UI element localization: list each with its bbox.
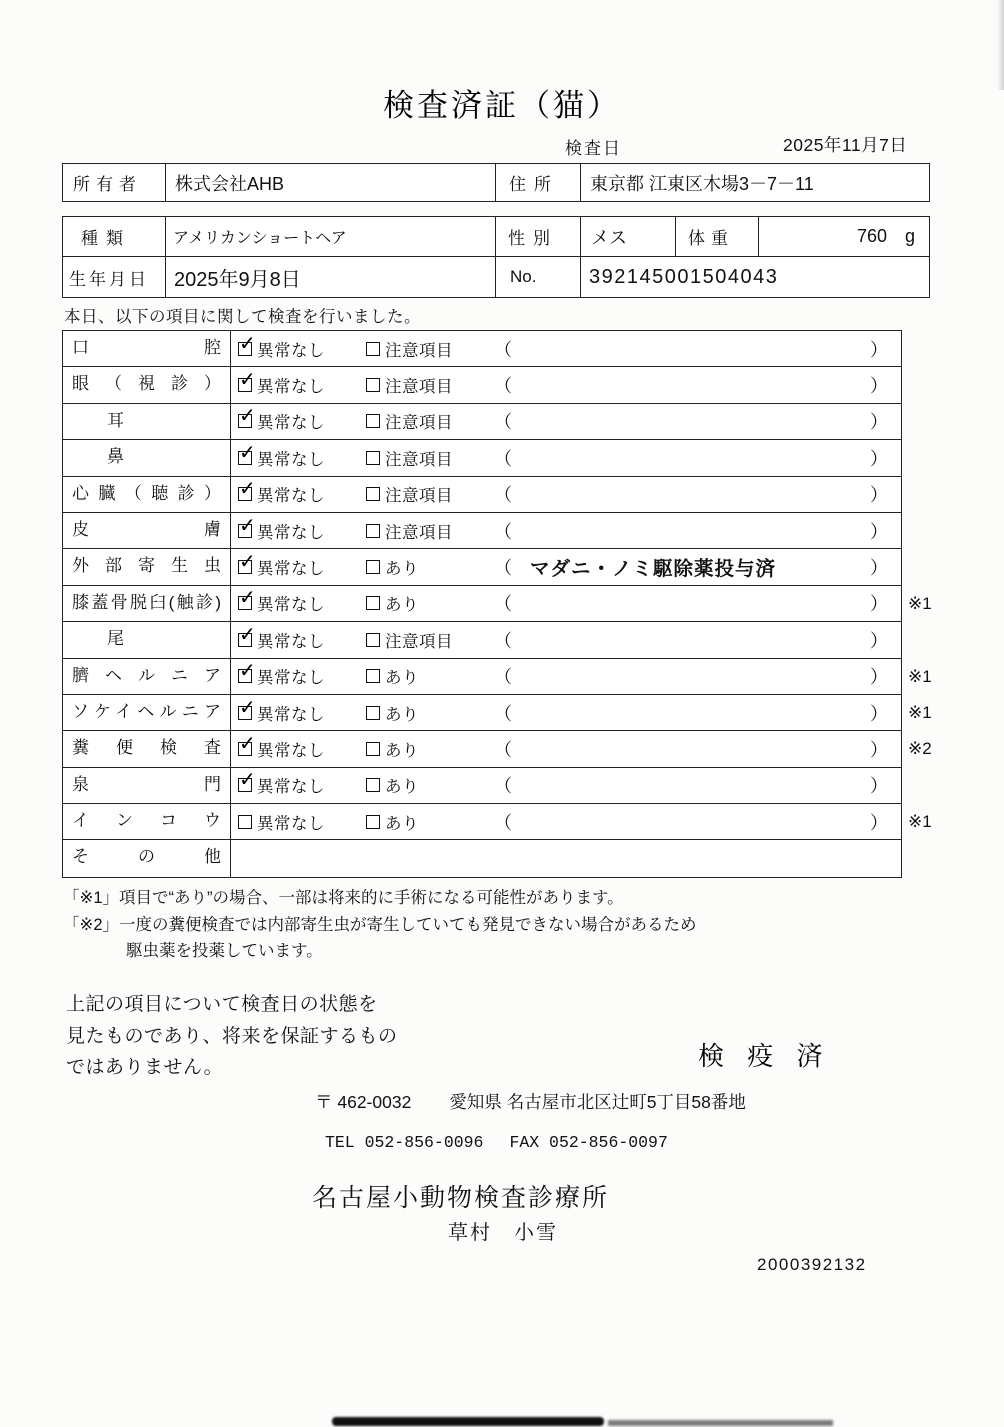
option-normal-label: 異常なし (257, 341, 325, 360)
close-paren: ） (870, 339, 888, 360)
close-paren: ） (870, 739, 888, 760)
disclaimer-line-1: 上記の項目について検査日の状態を (66, 994, 378, 1015)
close-paren: ） (870, 812, 888, 833)
option-normal (231, 769, 361, 797)
open-paren: （ (494, 485, 512, 506)
option-attention-label: あり (385, 596, 419, 615)
row-content (231, 331, 901, 366)
option-attention-label: 注意項目 (385, 632, 453, 651)
breed-value: アメリカンショートヘア (166, 217, 496, 256)
option-attention-label: あり (385, 669, 419, 688)
inspection-row (63, 659, 932, 695)
check-mark-icon: ✓ (239, 696, 256, 719)
row-label: その他 (63, 840, 231, 876)
clinic-fax: FAX 052-856-0097 (509, 1133, 668, 1152)
checkbox-icon (238, 732, 256, 756)
inspection-row (63, 768, 901, 804)
open-paren: （ (494, 667, 512, 688)
inspection-row (63, 331, 901, 367)
option-normal-label: 異常なし (257, 414, 325, 433)
veterinarian-name: 草村 小雪 (448, 1222, 558, 1244)
option-attention (361, 591, 489, 615)
page-title: 検査済証（猫） (383, 88, 621, 123)
option-attention-label: 注意項目 (385, 450, 453, 469)
clinic-name: 名古屋小動物検査診療所 (312, 1184, 610, 1212)
row-content (231, 695, 901, 730)
option-normal-label: 異常なし (257, 669, 325, 688)
option-attention (361, 737, 489, 761)
row-label: 尾 (63, 622, 231, 657)
findings-field (489, 481, 901, 507)
footnote-mark: ※1 (908, 702, 932, 722)
option-normal-label: 異常なし (257, 596, 325, 615)
inspection-row (63, 404, 901, 440)
row-content (231, 477, 901, 512)
checkbox-icon (366, 487, 380, 501)
option-attention-label: あり (385, 560, 419, 579)
check-mark-icon: ✓ (239, 441, 256, 464)
close-paren: ） (870, 667, 888, 688)
option-normal (231, 660, 361, 688)
row-content (231, 840, 901, 876)
findings-field (489, 408, 901, 434)
inspection-row (63, 731, 932, 767)
findings-field (489, 336, 901, 362)
open-paren: （ (494, 339, 512, 360)
option-attention-label: 注意項目 (385, 341, 453, 360)
option-normal (231, 810, 361, 834)
scan-artifact (608, 1420, 833, 1426)
inspection-row (63, 695, 932, 731)
footnote-1: 「※1」項目で“あり”の場合、一部は将来的に手術になる可能性があります。 (63, 889, 624, 907)
check-mark-icon: ✓ (239, 587, 256, 610)
row-content (231, 622, 901, 657)
checkbox-icon (238, 441, 256, 465)
checkbox-icon (366, 560, 380, 574)
checkbox-icon (238, 332, 256, 356)
findings-field (489, 700, 901, 726)
intro-text: 本日、以下の項目に関して検査を行いました。 (64, 308, 421, 326)
row-label: 膝蓋骨脱臼(触診) (63, 586, 231, 621)
footnote-mark: ※1 (908, 812, 932, 832)
findings-field (489, 736, 901, 762)
open-paren: （ (494, 703, 512, 724)
address-label: 住所 (496, 164, 581, 201)
open-paren: （ (494, 739, 512, 760)
open-paren: （ (494, 521, 512, 542)
option-normal (231, 441, 361, 470)
option-attention (361, 810, 489, 834)
findings-field (489, 663, 901, 689)
row-label: 糞便検査 (63, 731, 231, 766)
owner-label: 所有者 (63, 164, 166, 201)
inspection-row (63, 513, 901, 549)
checkbox-icon (238, 623, 256, 647)
open-paren: （ (494, 376, 512, 397)
row-content (231, 549, 901, 584)
option-attention-label: あり (385, 705, 419, 724)
inspection-row (63, 840, 901, 876)
checkbox-icon (366, 524, 380, 538)
option-normal-label: 異常なし (257, 560, 325, 579)
row-label: ソケイヘルニア (63, 695, 231, 730)
checkbox-icon (366, 815, 380, 829)
footnote-mark: ※1 (908, 593, 932, 613)
quarantine-stamp: 検 疫 済 (698, 1041, 831, 1071)
animal-row-1 (63, 217, 929, 257)
row-content (231, 404, 901, 439)
option-attention (361, 446, 489, 470)
animal-table (62, 216, 930, 298)
checkbox-icon (238, 405, 256, 428)
findings-field (489, 627, 901, 653)
inspection-row (63, 549, 901, 585)
check-mark-icon: ✓ (239, 769, 256, 792)
birthdate-value: 2025年9月8日 (166, 257, 496, 297)
check-mark-icon: ✓ (239, 405, 256, 428)
findings-field (489, 553, 901, 581)
disclaimer-line-2: 見たものであり、将来を保証するもの (66, 1025, 398, 1047)
option-attention-label: 注意項目 (385, 523, 453, 542)
option-normal (231, 369, 361, 397)
option-normal-label: 異常なし (257, 632, 325, 651)
option-normal-label: 異常なし (257, 705, 325, 724)
weight-number: 760 (856, 226, 887, 246)
inspection-row (63, 804, 932, 840)
clinic-address: 愛知県 名古屋市北区辻町5丁目58番地 (449, 1092, 746, 1112)
animal-row-2 (63, 257, 929, 297)
close-paren: ） (870, 558, 888, 579)
open-paren: （ (494, 630, 512, 651)
footnote-mark: ※2 (908, 739, 932, 759)
checkbox-icon (238, 551, 256, 574)
checkbox-icon (238, 369, 256, 392)
clinic-phone-line (325, 1133, 668, 1152)
checkbox-icon (366, 342, 380, 356)
checkbox-icon (238, 815, 252, 829)
inspection-row (63, 440, 901, 476)
sex-value: メス (581, 217, 676, 256)
row-content (231, 586, 901, 621)
findings-field (489, 518, 901, 544)
check-mark-icon: ✓ (239, 478, 256, 501)
disclaimer-line-3: ではありません。 (66, 1057, 224, 1078)
option-normal (231, 623, 361, 652)
row-label: 鼻 (63, 440, 231, 475)
findings-field (489, 809, 901, 835)
option-attention-label: あり (385, 741, 419, 760)
option-normal-label: 異常なし (257, 378, 325, 397)
checkbox-icon (238, 696, 256, 720)
close-paren: ） (870, 376, 888, 397)
check-mark-icon: ✓ (239, 369, 256, 392)
option-normal-label: 異常なし (257, 741, 325, 760)
checkbox-icon (366, 633, 380, 647)
close-paren: ） (870, 485, 888, 506)
check-mark-icon: ✓ (239, 732, 256, 755)
close-paren: ） (870, 521, 888, 542)
option-normal-label: 異常なし (257, 487, 325, 506)
open-paren: （ (494, 412, 512, 433)
inspection-row (63, 586, 932, 622)
weight-label: 体重 (676, 217, 759, 256)
checkbox-icon (238, 769, 256, 792)
disclaimer (66, 989, 398, 1084)
findings-field (489, 772, 901, 798)
inspection-table (62, 330, 932, 878)
checkbox-icon (238, 478, 256, 501)
checkbox-icon (366, 451, 380, 465)
checkbox-icon (366, 378, 380, 392)
findings-text: マダニ・ノミ駆除薬投与済 (530, 558, 777, 581)
findings-field (489, 372, 901, 398)
check-mark-icon: ✓ (239, 660, 256, 683)
row-content (231, 768, 901, 803)
clinic-address-line (315, 1089, 746, 1114)
findings-field (489, 445, 901, 471)
checkbox-icon (366, 742, 380, 756)
row-content (231, 440, 901, 475)
serial-number: 2000392132 (757, 1255, 867, 1274)
close-paren: ） (870, 630, 888, 651)
row-label: 外部寄生虫 (63, 549, 231, 584)
open-paren: （ (494, 448, 512, 469)
option-attention (361, 373, 489, 397)
row-content (231, 513, 901, 548)
checkbox-icon (238, 587, 256, 610)
option-normal-label: 異常なし (257, 778, 325, 797)
inspection-row (63, 477, 901, 513)
check-mark-icon: ✓ (239, 551, 256, 574)
option-normal-label: 異常なし (257, 523, 325, 542)
footnote-2-cont: 駆虫薬を投薬しています。 (126, 942, 323, 960)
open-paren: （ (494, 558, 512, 579)
option-attention-label: あり (385, 778, 419, 797)
sex-label: 性別 (496, 217, 581, 256)
inspection-date-value: 2025年11月7日 (783, 135, 908, 155)
option-normal (231, 405, 361, 433)
inspection-row (63, 367, 901, 403)
checkbox-icon (366, 706, 380, 720)
checkbox-icon (238, 514, 256, 538)
footnote-2: 「※2」一度の糞便検査では内部寄生虫が寄生していても発見できない場合があるため (63, 916, 697, 934)
open-paren: （ (494, 812, 512, 833)
option-attention (361, 519, 489, 543)
checkbox-icon (366, 414, 380, 428)
option-attention (361, 555, 489, 579)
option-normal (231, 332, 361, 361)
check-mark-icon: ✓ (239, 623, 256, 646)
checkbox-icon (366, 669, 380, 683)
row-content (231, 367, 901, 402)
row-content (231, 804, 901, 839)
row-label: 口腔 (63, 331, 231, 366)
row-label: インコウ (63, 804, 231, 839)
option-normal-label: 異常なし (257, 814, 325, 833)
row-label: 臍ヘルニア (63, 659, 231, 694)
option-attention (361, 409, 489, 433)
breed-label: 種類 (63, 217, 166, 256)
address-value: 東京都 江東区木場3－7－11 (590, 173, 814, 194)
number-value: 392145001504043 (589, 265, 779, 288)
option-normal (231, 587, 361, 615)
open-paren: （ (494, 594, 512, 615)
row-label: 泉門 (63, 768, 231, 803)
option-attention (361, 628, 489, 652)
birthdate-label: 生年月日 (63, 257, 166, 297)
option-attention-label: あり (385, 814, 419, 833)
open-paren: （ (494, 776, 512, 797)
option-normal (231, 696, 361, 725)
row-content (231, 731, 901, 766)
close-paren: ） (870, 703, 888, 724)
option-normal (231, 732, 361, 761)
option-attention (361, 701, 489, 725)
checkbox-icon (366, 778, 380, 792)
row-content (231, 659, 901, 694)
inspection-row (63, 622, 901, 658)
close-paren: ） (870, 448, 888, 469)
footnote-mark: ※1 (908, 666, 932, 686)
number-label: No. (496, 257, 581, 297)
row-label: 眼（視診） (63, 367, 231, 402)
option-normal (231, 478, 361, 506)
option-attention-label: 注意項目 (385, 487, 453, 506)
weight-unit: g (904, 226, 915, 246)
option-attention (361, 482, 489, 506)
owner-table (62, 163, 930, 202)
row-label: 心臓（聴診） (63, 477, 231, 512)
check-mark-icon: ✓ (239, 332, 256, 355)
option-attention (361, 773, 489, 797)
checkbox-icon (238, 660, 256, 683)
option-attention-label: 注意項目 (385, 414, 453, 433)
option-attention (361, 337, 489, 361)
close-paren: ） (870, 594, 888, 615)
clinic-tel: TEL 052-856-0096 (325, 1133, 484, 1152)
owner-value: 株式会社AHB (166, 164, 496, 201)
check-mark-icon: ✓ (239, 514, 256, 537)
row-label: 皮膚 (63, 513, 231, 548)
weight-value (759, 217, 929, 256)
option-attention (361, 664, 489, 688)
clinic-postal-code: 〒 462-0032 (315, 1092, 412, 1112)
option-normal-label: 異常なし (257, 450, 325, 469)
close-paren: ） (870, 412, 888, 433)
scan-artifact (332, 1417, 604, 1426)
option-normal (231, 514, 361, 543)
option-normal (231, 551, 361, 579)
findings-field (489, 590, 901, 616)
checkbox-icon (366, 596, 380, 610)
row-label: 耳 (63, 404, 231, 439)
inspection-date-label: 検査日 (565, 139, 622, 158)
scan-artifact (997, 0, 1004, 90)
close-paren: ） (870, 776, 888, 797)
option-attention-label: 注意項目 (385, 378, 453, 397)
